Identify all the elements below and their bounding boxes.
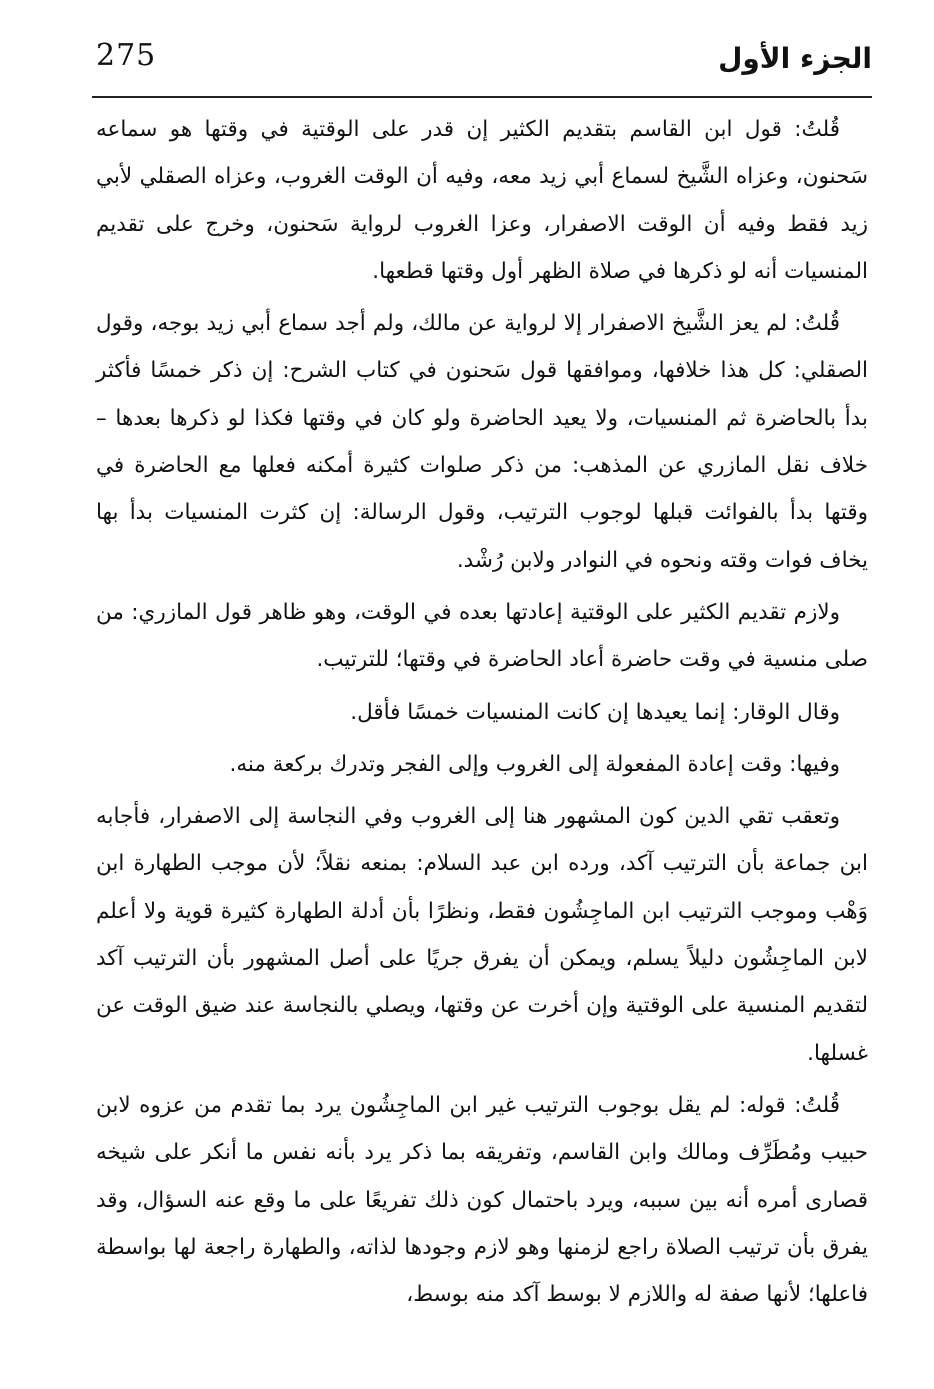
paragraph: وفيها: وقت إعادة المفعولة إلى الغروب وإلى الفجر وتدرك بركعة منه.	[229, 751, 840, 777]
paragraph: قُلتُ: لم يعز الشَّيخ الاصفرار إلا لرواية عن مالك، ولم أجد سماع أبي زيد بوجه، وقول الصقلي: كل هذا خلافها، وموافقها قول سَحنون في كتاب الشرح: إن ذكر خمسًا فأكثر بدأ بالحاضرة ثم المنسيات، ولا يعيد الحاضرة ولو كان في وقتها فكذا لو ذكرها بعدها – خلاف نقل المازري عن المذهب: من ذكر صلوات كثيرة أمكنه فعلها مع الحاضرة في وقتها بدأ بالفوائت قبلها لوجوب الترتيب، وقول الرسالة: إن كثرت المنسيات بدأ بها يخاف فوات وقته ونحوه في النوادر ولابن رُشْد.	[96, 311, 868, 573]
paragraph: وقال الوقار: إنما يعيدها إن كانت المنسيات خمسًا فأقل.	[350, 699, 840, 725]
page-number: 275	[96, 38, 157, 73]
running-title: الجزء الأول	[718, 42, 872, 75]
body-text	[96, 106, 868, 1318]
paragraph: وتعقب تقي الدين كون المشهور هنا إلى الغروب وفي النجاسة إلى الاصفرار، فأجابه ابن جماعة بأن الترتيب آكد، ورده ابن عبد السلام: بمنعه نقلاً؛ لأن موجب الطهارة ابن وَهْب وموجب الترتيب ابن الماجِشُون فقط، ونظرًا بأن أدلة الطهارة كثيرة قوية ولا أعلم لابن الماجِشُون دليلاً يسلم، ويمكن أن يفرق جريًا على أصل المشهور بأن الترتيب آكد لتقديم المنسية على الوقتية وإن أخرت عن وقتها، ويصلي بالنجاسة عند ضيق الوقت عن غسلها.	[96, 804, 868, 1066]
paragraph: قُلتُ: قول ابن القاسم بتقديم الكثير إن قدر على الوقتية في وقتها هو سماعه سَحنون، وعزاه الشَّيخ لسماع أبي زيد معه، وفيه أن الوقت الغروب، وعزاه الصقلي لأبي زيد فقط وفيه أن الوقت الاصفرار، وعزا الغروب لرواية سَحنون، وخرج على تقديم المنسيات أنه لو ذكرها في صلاة الظهر أول وقتها قطعها.	[96, 117, 868, 284]
page-header	[92, 38, 872, 94]
header-divider	[92, 96, 872, 98]
paragraph: ولازم تقديم الكثير على الوقتية إعادتها بعده في الوقت، وهو ظاهر قول المازري: من صلى منسية في وقت حاضرة أعاد الحاضرة في وقتها؛ للترتيب.	[96, 599, 868, 673]
paragraph: قُلتُ: قوله: لم يقل بوجوب الترتيب غير ابن الماجِشُون يرد بما تقدم من عزوه لابن حبيب ومُطَرِّف ومالك وابن القاسم، وتفريقه بما ذكر يرد بأنه نفس ما أنكر على شيخه قصارى أمره أنه بين سببه، ويرد باحتمال كون ذلك تفريعًا على ما وقع عنه السؤال، وقد يفرق بأن ترتيب الصلاة راجع لزمنها وهو لازم وجودها لذاته، والطهارة راجعة لها بواسطة فاعلها؛ لأنها صفة له واللازم لا بوسط آكد منه بوسط،	[96, 1092, 868, 1308]
